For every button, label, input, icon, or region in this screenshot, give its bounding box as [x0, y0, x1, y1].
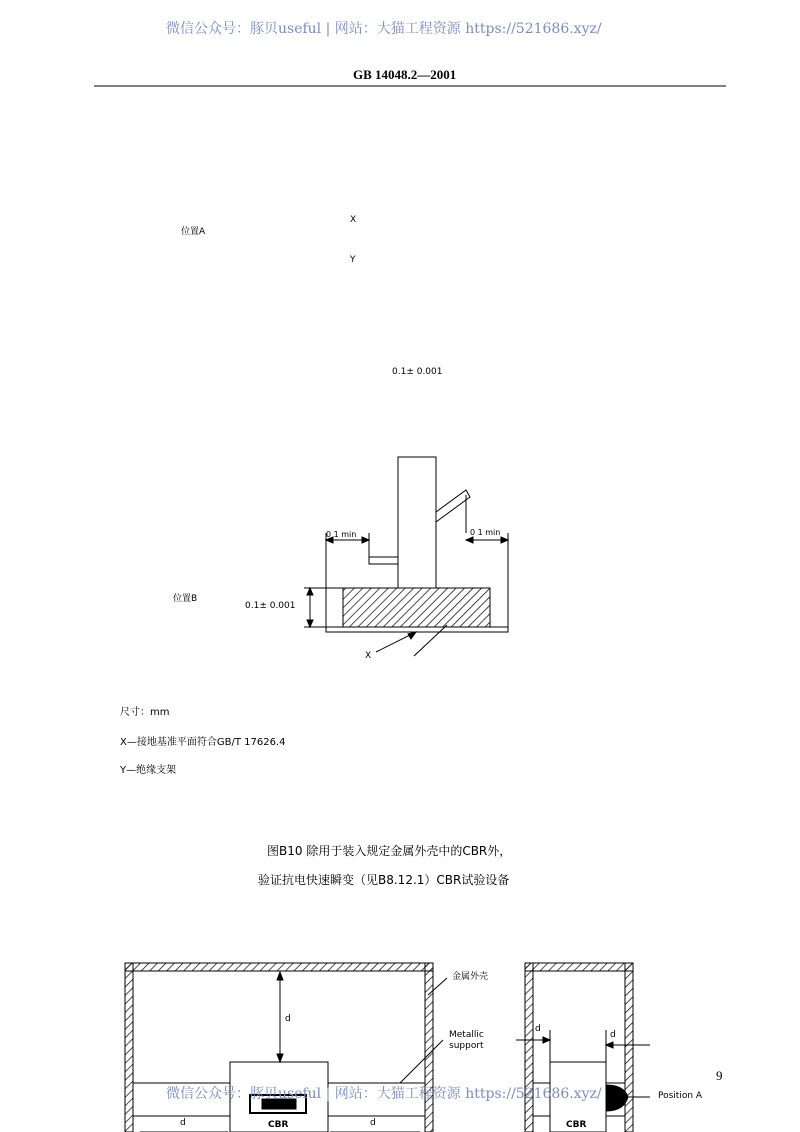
right-enclosure-right-wall — [625, 963, 633, 1132]
left-enclosure-right-wall — [425, 963, 433, 1132]
left-terminal — [369, 557, 398, 564]
right-lead — [436, 490, 470, 522]
standard-number: GB 14048.2—2001 — [353, 67, 457, 82]
position-a-label: 位置A — [181, 227, 206, 237]
position-a-en-label: Position A — [658, 1091, 703, 1101]
dim-d-lower-mid: d — [370, 1118, 376, 1128]
watermark-top: 微信公众号：豚贝useful | 网站：大猫工程资源 https://521686.xyz/ — [166, 21, 602, 37]
callout-x: X — [350, 215, 357, 225]
figure-caption-line1: 图B10 除用于装入规定金属外壳中的CBR外， — [267, 844, 512, 858]
figure-b11-drawing — [125, 963, 650, 1132]
metal-enclosure-label: 金属外壳 — [452, 972, 489, 982]
dim-min-right: 0 1 min — [470, 528, 501, 537]
cbr-left-label: CBR — [268, 1120, 289, 1130]
dim-left: 0.1± 0.001 — [245, 601, 296, 611]
metallic-support-label: Metallic support — [449, 1030, 484, 1051]
dim-min-left: 0 1 min — [326, 530, 357, 539]
dim-d-lower-left: d — [180, 1118, 186, 1128]
figure-caption-line2: 验证抗电快速瞬变（见B8.12.1）CBR试验设备 — [258, 873, 510, 887]
callout-x-bottom: X — [365, 651, 372, 661]
dim-d2-label: d — [610, 1030, 616, 1040]
dim-top: 0.1± 0.001 — [392, 367, 443, 377]
device-body — [398, 457, 436, 588]
right-enclosure-left-wall — [525, 963, 533, 1132]
note-y: Y—绝缘支架 — [120, 765, 177, 776]
dim-d1-label: d — [535, 1024, 541, 1034]
position-b-drawing — [304, 457, 508, 656]
right-enclosure-top — [525, 963, 633, 971]
callout-y: Y — [350, 255, 356, 265]
insulating-support — [343, 588, 490, 627]
position-b-label: 位置B — [173, 594, 198, 604]
watermark-bottom: 微信公众号：豚贝useful | 网站：大猫工程资源 https://521686.xyz/ — [166, 1086, 602, 1102]
left-enclosure-left-wall — [125, 963, 133, 1132]
note-units: 尺寸：mm — [120, 707, 170, 718]
note-x: X—接地基准平面符合GB/T 17626.4 — [120, 737, 286, 748]
dim-d-label: d — [285, 1014, 291, 1024]
page-number: 9 — [716, 1068, 723, 1083]
left-enclosure-top — [125, 963, 433, 971]
cbr-right-label: CBR — [566, 1120, 587, 1130]
